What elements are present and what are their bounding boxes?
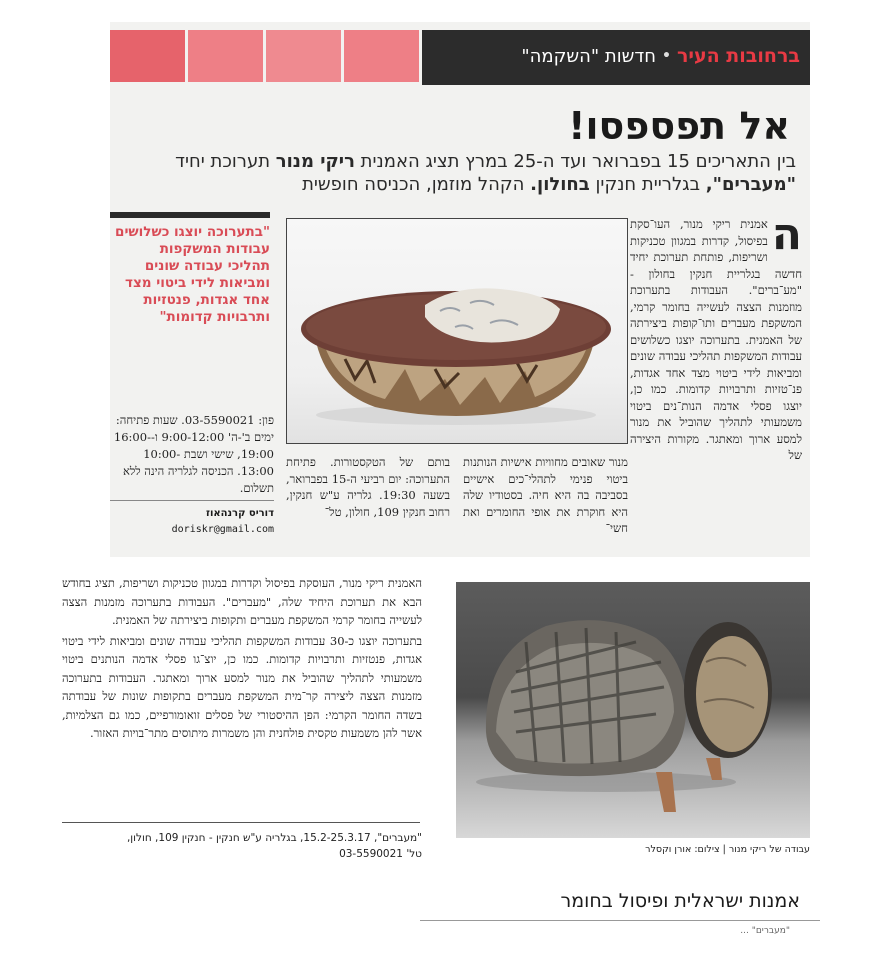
ceramic-bowl-illustration xyxy=(286,219,627,444)
paragraph: בתערוכה יוצגו כ-30 עבודות המשקפות תהליכי עבודה שונים ומביאות לידי ביטוי אגדות, פנטזיות ותרבויות קדומות. כמו כן, יוצ־גו פסלי אדמה הנותנים ביטוי משמעותי לתהליך שהוביל את מנור למסע ארוך ומאתגר. העבודות בתערוכה מזמנות הצצה ליצירה קר־מית המשקפת מעברים בתקופות שונות של עבודתה בשדה החומר הקרמי: הפן ההיסטורי של פסלים זואומורפיים, כמו גם הצלמיות, אשר להן משמעות טקסית פולחנית והן משמרות מיתוסים מתר־בויות האזור. xyxy=(62,633,422,740)
ceramic-bowl-photo xyxy=(286,218,628,444)
headline: אל תפספסו! xyxy=(568,104,790,148)
header-rule xyxy=(422,82,810,85)
gallery-info: פון: 03-5590021. שעות פתיחה: ימים ב'-ה' 9:00-12:00 ו-16:00-19:00, שישי ושבת 10:00-13:00. הכניסה לגלריה הינה ללא תשלום. xyxy=(113,413,274,495)
second-article xyxy=(62,574,422,745)
lead-paragraph xyxy=(116,150,796,196)
bullet-separator: • xyxy=(662,48,671,64)
article-column-right xyxy=(630,209,802,464)
author-name: דוריס קרנהאוז xyxy=(205,508,274,519)
pull-quote-rule xyxy=(110,212,270,218)
section-name: ברחובות העיר xyxy=(676,45,800,67)
ceramic-sculpture-photo xyxy=(456,582,810,838)
section-header xyxy=(422,30,810,82)
newspaper-clipping xyxy=(110,22,810,557)
page-title: אמנות ישראלית ופיסול בחומר xyxy=(560,890,800,912)
photo-credit: עבודה של ריקי מנור | צילום: אורן וקסלר xyxy=(645,844,810,855)
caption-line: "מעברים", 15.2-25.3.17, בגלריה ע"ש חנקין - חנקין 109, חולון, xyxy=(126,832,422,844)
caption-line: טל' 03-5590021 xyxy=(339,848,422,860)
caption-rule xyxy=(62,822,420,823)
author-email: doriskr@gmail.com xyxy=(171,524,274,535)
lead-artist-name: ריקי מנור xyxy=(275,151,355,172)
cutoff-text: "מעברים" ... xyxy=(740,926,790,934)
lead-text: תערוכת יחיד xyxy=(175,151,271,172)
author-rule xyxy=(110,500,274,501)
lead-text: הקהל מוזמן, הכניסה חופשית xyxy=(302,174,525,195)
column-text: אמנית ריקי מנור, העו־סקת בפיסול, קדרות במגוון טכניקות ושריפות, פותחת תערוכת יחיד חדשה בגלריית חנקין בחולון - "מע־ברים". העבודות בתערוכת מוזמנות הצצה לעשייה בחומר קרמי, המשקפת מעברים ותו־קופות ביצירתה של האמנית. בתערוכה יוצגו כשלושים עבודות המשקפות תהליכי עבודה שונים ומביאות לידי ביטוי מצד אחד אגדות, פנ־טזיות ותרבויות קדומות. כמו כן, יוצגו פסלי אדמה הנות־נים ביטוי משמעותי לתהליך שהוביל את מנור למסע ארוך ומאתגר. מקורות היצירה של xyxy=(630,217,802,462)
article-column-middle: מנור שאובים מחוויות אישיות הנותנות ביטוי פנימי לתהלי־כים אישיים בסביבה בה היא חיה. בסטודיו שלה היא חוקרת את אופי החומרים ואת חשי־ xyxy=(462,455,628,535)
lead-exhibit-name: "מעברים", xyxy=(705,174,796,195)
divider xyxy=(420,920,820,921)
drop-cap: ה xyxy=(771,209,802,260)
pink-decorative-strip xyxy=(110,30,422,82)
lead-city: בחולון. xyxy=(530,174,590,195)
ceramic-sculpture-illustration xyxy=(456,582,810,838)
article-column-left: בותם של הטקסטורות. פתיחת התערוכה: יום רביעי ה-15 בפברואר, בשעה 19:30. גלריה ע"ש חנקין, רחוב חנקין 109, חולון, טל־ xyxy=(286,455,450,519)
pull-quote: "בתערוכה יוצגו כשלושים עבודות המשקפות תהליכי עבודה שונים ומביאות לידי ביטוי מצד אחד אגדות, פנטזיות ותרבויות קדומות" xyxy=(115,224,270,325)
lead-text: בין התאריכים 15 בפברואר ועד ה-25 במרץ תציג האמנית xyxy=(360,151,796,172)
section-subtitle: חדשות "השקמה" xyxy=(521,45,656,67)
paragraph: האמנית ריקי מנור, העוסקת בפיסול וקדרות במגוון טכניקות ושריפות, תציג בחודש הבא את תערוכת היחיד שלה, "מעברים". העבודות בתערוכה מזמנות הצצה לעשייה בחומר קרמי המשקפת מעברים ותקופות ביצירתה של האמנית. xyxy=(62,576,422,627)
lead-text: בגלריית חנקין xyxy=(595,174,700,195)
exhibition-caption xyxy=(62,830,422,862)
